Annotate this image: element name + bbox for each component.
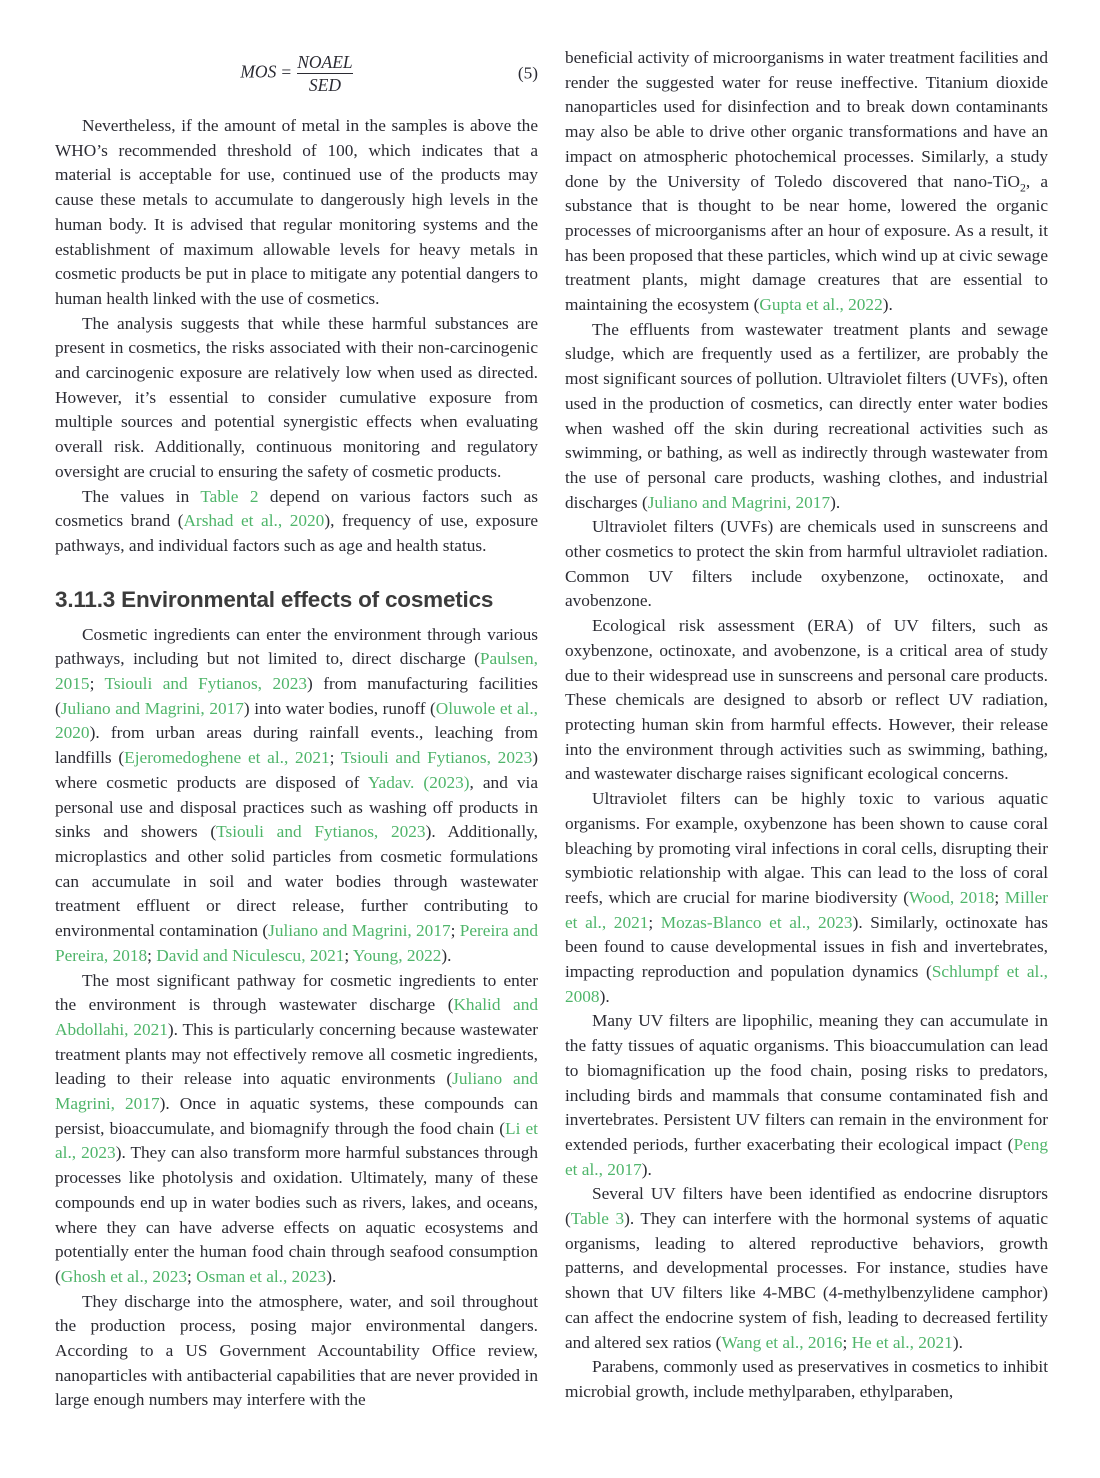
paragraph — [55, 623, 538, 969]
text-run: depend on various factors such as cosmetics brand ( — [55, 486, 538, 531]
text-run: Cosmetic ingredients can enter the environment through various pathways, including but not limited to, direct discharge ( — [55, 624, 538, 669]
citation-link[interactable]: Juliano and Magrini, 2017 — [60, 698, 244, 718]
citation-link[interactable]: Paulsen, 2015 — [55, 649, 538, 694]
text-run: beneficial activity of microorganisms in water treatment facilities and render the suggested water for reuse ineffective. Titanium dioxide nanoparticles used for disinfection and to break down contaminants may also be able to drive other organic transformations and have an impact on atmospheric photochemical processes. Similarly, a study done by the University of Toledo discovered that nano-TiO — [565, 48, 1048, 191]
citation-link[interactable]: Arshad et al., 2020 — [183, 511, 325, 531]
citation-link[interactable]: Gupta et al., 2022 — [759, 295, 883, 315]
text-run: ). — [882, 295, 893, 315]
text-run: ). from urban areas during rainfall events., leaching from landfills ( — [55, 723, 538, 768]
text-run: ). — [326, 1266, 337, 1286]
left-paragraphs-top — [55, 114, 538, 559]
text-run: The effluents from wastewater treatment plants and sewage sludge, which are frequently used as a fertilizer, are probably the most significant sources of pollution. Ultraviolet filters (UVFs), often used in the production of cosmetics, can directly enter water bodies when washed off the skin during recreational activities such as swimming, or bathing, as well as indirectly through wastewater from the use of personal care products, washing clothes, and industrial discharges ( — [565, 319, 1048, 512]
text-run: ). This is particularly concerning because wastewater treatment plants may not effectively remove all cosmetic ingredients, leading to their release into aquatic environments ( — [55, 1019, 539, 1089]
text-run: The most significant pathway for cosmetic ingredients to enter the environment is through wastewater discharge ( — [55, 970, 538, 1015]
text-run: ) where cosmetic products are disposed of — [55, 748, 539, 792]
text-run: Many UV filters are lipophilic, meaning they can accumulate in the fatty tissues of aquatic organisms. This bioaccumulation can lead to biomagnification up the food chain, posing risks to predators, including birds and mammals that consume contaminated fish and invertebrates. Persistent UV filters can remain in the environment for extended periods, further exacerbating their ecological impact ( — [565, 1011, 1048, 1154]
text-run: Parabens, commonly used as preservatives in cosmetics to inhibit microbial growth, include methylparaben, ethylparaben, — [565, 1357, 1048, 1401]
paragraph — [565, 1182, 1048, 1355]
text-run: ; — [147, 945, 157, 965]
text-run: ; — [187, 1266, 197, 1286]
citation-link[interactable]: Table 3 — [570, 1209, 625, 1229]
citation-link[interactable]: Juliano and Magrini, 2017 — [268, 921, 451, 941]
citation-link[interactable]: Mozas-Blanco et al., 2023 — [660, 912, 853, 932]
equation-numerator: NOAEL — [297, 52, 353, 73]
paragraph — [55, 969, 538, 1290]
citation-link[interactable]: Juliano and Magrini, 2017 — [55, 1069, 538, 1114]
paragraph — [565, 46, 1048, 318]
equation-fraction — [297, 52, 352, 95]
paragraph — [565, 1009, 1048, 1182]
text-run: ; — [648, 912, 661, 932]
text-run: ) from manufacturing facilities ( — [55, 674, 538, 718]
right-column — [565, 46, 1048, 1413]
citation-link[interactable]: Tsiouli and Fytianos, 2023 — [104, 674, 308, 694]
two-column-layout — [55, 46, 1048, 1413]
text-run: Several UV filters have been identified as endocrine disruptors ( — [565, 1184, 1048, 1229]
citation-link[interactable]: Tsiouli and Fytianos, 2023 — [216, 822, 426, 842]
text-run: ; — [344, 945, 353, 965]
citation-link[interactable]: Table 2 — [200, 486, 259, 506]
equation-block — [55, 46, 538, 102]
section-heading: 3.11.3 Environmental effects of cosmetics — [55, 586, 494, 612]
text-run: The values in — [82, 486, 201, 506]
equation-denominator: SED — [297, 73, 352, 96]
paragraph — [55, 1290, 538, 1414]
text-run: ). They can also transform more harmful substances through processes like photolysis and oxidation. Ultimately, many of these compounds end up in water bodies such as rivers, lakes, and oceans, where they can have adverse effects on aquatic ecosystems and potentially enter the human food chain through seafood consumption ( — [55, 1143, 539, 1286]
citation-link[interactable]: Young, 2022 — [352, 945, 442, 965]
citation-link[interactable]: Yadav. (2023) — [367, 772, 470, 792]
paragraph — [565, 787, 1048, 1009]
text-run: ). — [441, 945, 452, 965]
text-run: ) into water bodies, runoff ( — [243, 698, 436, 718]
paragraph — [55, 114, 538, 312]
citation-link[interactable]: Ghosh et al., 2023 — [60, 1266, 187, 1286]
text-run: , and via personal use and disposal practices such as washing off products in sinks and showers ( — [55, 772, 539, 842]
text-run: ). They can interfere with the hormonal systems of aquatic organisms, leading to altered reproductive behaviors, growth patterns, and developmental processes. For instance, studies have shown that UV filters like 4-MBC (4-methylbenzylidene camphor) can affect the endocrine system of fish, leading to decreased fertility and altered sex ratios ( — [565, 1209, 1048, 1352]
citation-link[interactable]: Osman et al., 2023 — [196, 1266, 327, 1286]
text-run: ; — [329, 748, 341, 768]
text-run: Nevertheless, if the amount of metal in the samples is above the WHO’s recommended threshold of 100, which indicates that a material is acceptable for use, continued use of the products may cause these metals to accumulate to dangerously high levels in the human body. It is advised that regular monitoring systems and the establishment of maximum allowable levels for heavy metals in cosmetic products be put in place to mitigate any potential dangers to human health linked with the use of cosmetics. — [55, 116, 538, 308]
paragraph — [565, 614, 1048, 787]
citation-link[interactable]: Schlumpf et al., 2008 — [565, 962, 1048, 1006]
paragraph — [565, 1355, 1048, 1404]
citation-link[interactable]: Pereira and Pereira, 2018 — [55, 921, 538, 965]
left-column — [55, 46, 538, 1413]
text-run: They discharge into the atmosphere, water, and soil throughout the production process, posing major environmental dangers. According to a US Government Accountability Office review, nanoparticles with antibacterial capabilities that are never provided in large enough numbers may interfere with the — [55, 1291, 538, 1410]
text-run: Ultraviolet filters (UVFs) are chemicals used in sunscreens and other cosmetics to protect the skin from harmful ultraviolet radiation. Common UV filters include oxybenzone, octinoxate, and avobenzone. — [565, 517, 1048, 611]
citation-link[interactable]: Ejeromedoghene et al., 2021 — [124, 748, 330, 768]
text-run: , a substance that is thought to be near home, lowered the organic processes of microorganisms after an hour of exposure. As a result, it has been proposed that these particles, which wind up at civic sewage treatment plants, might damage creatures that are essential to maintaining the ecosystem ( — [565, 171, 1048, 315]
text-run: Ecological risk assessment (ERA) of UV filters, such as oxybenzone, octinoxate, and avobenzone, is a critical area of study due to their widespread use in sunscreens and personal care products. These chemicals are designed to absorb or reflect UV radiation, protecting human skin from harmful effects. However, their release into the environment through activities such as swimming, bathing, and wastewater discharge raises significant ecological concerns. — [565, 616, 1048, 784]
text-run: The analysis suggests that while these harmful substances are present in cosmetics, the risks associated with their non-carcinogenic and carcinogenic exposure are relatively low when used as directed. However, it’s essential to consider cumulative exposure from multiple sources and potential synergistic effects when evaluating overall risk. Additionally, continuous monitoring and regulatory oversight are crucial to ensuring the safety of cosmetic products. — [55, 313, 538, 481]
paragraph — [565, 515, 1048, 614]
equation-equals: = — [281, 62, 292, 83]
paragraph — [565, 318, 1048, 516]
paragraph — [55, 485, 538, 559]
text-run: ). — [641, 1159, 652, 1179]
text-run: ). Once in aquatic systems, these compounds can persist, bioaccumulate, and biomagnify through the food chain ( — [55, 1094, 538, 1138]
citation-link[interactable]: He et al., 2021 — [851, 1332, 953, 1352]
equation-body — [240, 52, 352, 95]
text-run: ), frequency of use, exposure pathways, and individual factors such as age and health status. — [55, 511, 538, 555]
subscript-text: 2 — [1020, 180, 1026, 194]
paragraph — [55, 312, 538, 485]
left-paragraphs-bottom — [55, 623, 538, 1414]
text-run: ). — [952, 1332, 963, 1352]
text-run: ; — [842, 1332, 852, 1352]
citation-link[interactable]: Peng et al., 2017 — [565, 1134, 1048, 1179]
citation-link[interactable]: Wang et al., 2016 — [721, 1332, 843, 1352]
citation-link[interactable]: Miller et al., 2021 — [565, 887, 1048, 932]
equation-number: (5) — [517, 63, 538, 83]
text-run: ; — [450, 921, 460, 941]
text-run: ). — [830, 492, 841, 512]
equation-lhs: MOS — [240, 62, 277, 83]
text-run: ; — [994, 887, 1005, 907]
citation-link[interactable]: Tsiouli and Fytianos, 2023 — [340, 748, 533, 768]
citation-link[interactable]: Khalid and Abdollahi, 2021 — [55, 995, 538, 1039]
citation-link[interactable]: Li et al., 2023 — [55, 1118, 538, 1163]
citation-link[interactable]: Juliano and Magrini, 2017 — [647, 492, 831, 512]
text-run: ). Similarly, octinoxate has been found to cause developmental issues in fish and invertebrates, impacting reproduction and population dynamics ( — [565, 912, 1049, 982]
text-run: ). Additionally, microplastics and other solid particles from cosmetic formulations can accumulate in soil and water bodies through wastewater treatment effluent or direct release, further contributing to environmental contamination ( — [55, 822, 538, 941]
citation-link[interactable]: David and Niculescu, 2021 — [156, 945, 345, 965]
right-paragraphs — [565, 46, 1048, 1405]
citation-link[interactable]: Oluwole et al., 2020 — [55, 698, 539, 743]
citation-link[interactable]: Wood, 2018 — [909, 887, 995, 907]
text-run: ; — [89, 674, 105, 694]
text-run: ). — [599, 986, 610, 1006]
text-run: Ultraviolet filters can be highly toxic to various aquatic organisms. For example, oxybenzone has been shown to cause coral bleaching by promoting viral infections in coral cells, disrupting their symbiotic relationship with algae. This can lead to the loss of coral reefs, which are crucial for marine biodiversity ( — [565, 789, 1048, 907]
